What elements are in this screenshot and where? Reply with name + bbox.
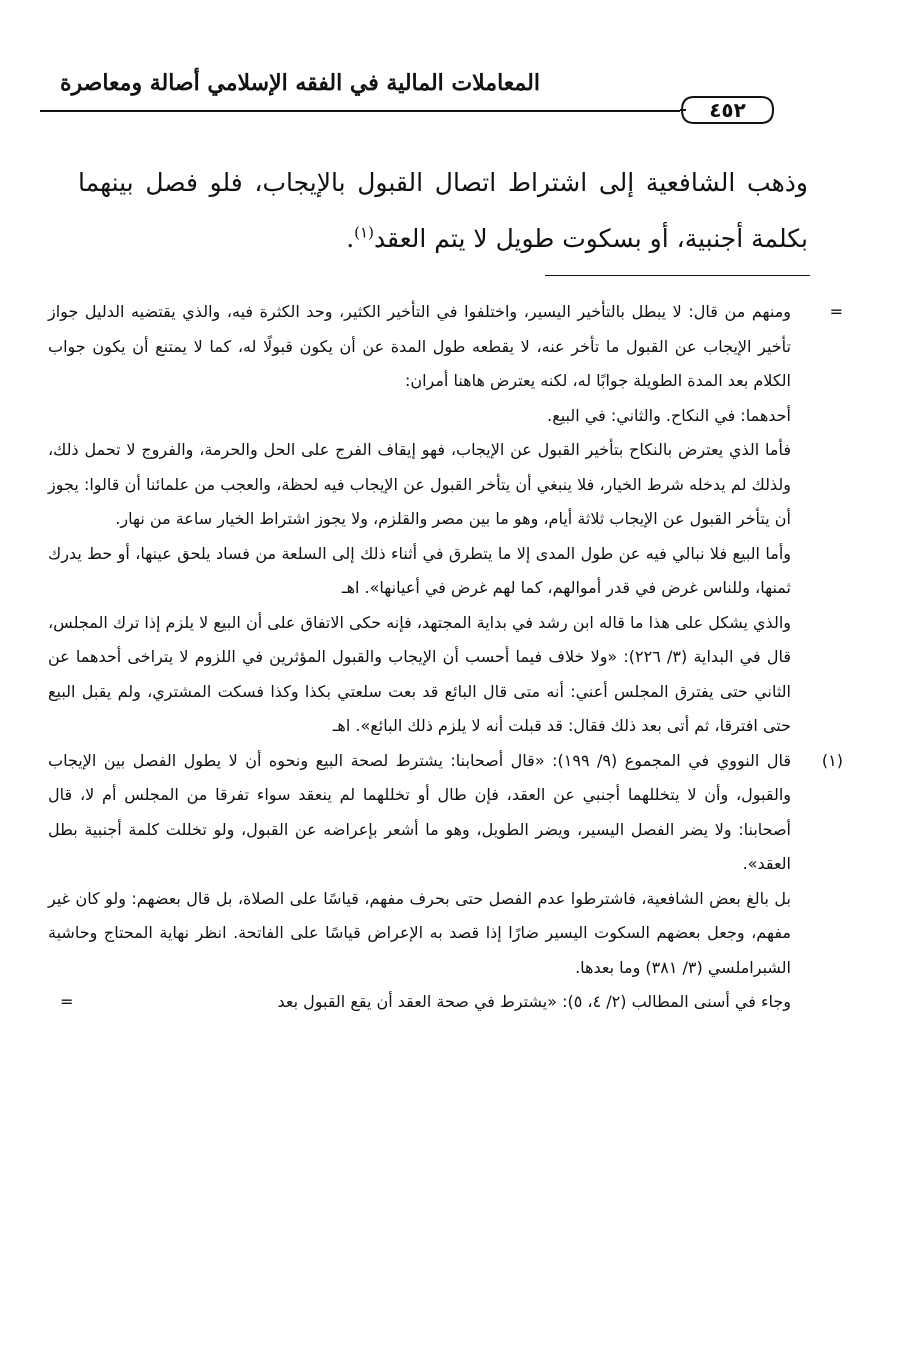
footnote-1-marker: (١) — [821, 750, 843, 770]
main-paragraph-text: وذهب الشافعية إلى اشتراط اتصال القبول بالإيجاب، فلو فصل بينهما بكلمة أجنبية، أو بسكوت طويل لا يتم العقد — [78, 168, 808, 253]
footnote-1 — [48, 744, 843, 882]
footnote-continued-paragraph — [48, 606, 843, 744]
running-title: المعاملات المالية في الفقه الإسلامي أصالة ومعاصرة — [60, 70, 540, 96]
main-end-punct: . — [346, 224, 355, 253]
footnote-text: والذي يشكل على هذا ما قاله ابن رشد في بداية المجتهد، فإنه حكى الاتفاق على أن البيع لا يلزم إذا ترك المجلس، قال في البداية (٣/ ٢٢٦): «ولا خلاف فيما أحسب أن الإيجاب والقبول المؤثرين في اللزوم لا يتراخى أحدهما عن الثاني حتى يفترق المجلس أعني: أنه متى قال البائع قد بعت سلعتي بكذا وكذا فسكت المشتري، ولم يقبل البيع حتى افترقا، ثم أتى بعد ذلك فقال: قد قبلت أنه لا يلزم ذلك البائع». اهـ — [48, 612, 791, 735]
continues-marker: = — [60, 992, 74, 1011]
footnote-continued-paragraph — [48, 433, 843, 537]
footnote-text: وأما البيع فلا نبالي فيه عن طول المدى إلا ما يتطرق في أثناء ذلك إلى السلعة من فساد يلحق عينها، أو حط يدرك ثمنها، وللناس غرض في قدر أموالهم، كما لهم غرض في أعيانها». اهـ — [48, 543, 791, 597]
footnotes — [48, 295, 843, 1020]
footnote-continued-paragraph — [48, 537, 843, 606]
footnote-continued-paragraph — [48, 399, 843, 434]
footnote-text: وجاء في أسنى المطالب (٢/ ٤، ٥): «يشترط في صحة العقد أن يقع القبول بعد — [277, 992, 791, 1011]
footnote-reference: (١) — [354, 223, 374, 242]
footnote-separator — [545, 275, 810, 276]
page-number-badge — [680, 95, 775, 125]
footnote-1-paragraph — [48, 882, 843, 986]
footnote-1-paragraph — [48, 985, 843, 1020]
footnote-text: قال النووي في المجموع (٩/ ١٩٩): «قال أصحابنا: يشترط لصحة البيع ونحوه أن لا يطول الفصل بين الإيجاب والقبول، وأن لا يتخللهما أجنبي عن العقد، فإن طال أو تخللهما لم ينعقد سواء تفرقا من المجلس أم لا، قال أصحابنا: ولا يضر الفصل اليسير، ويضر الطويل، وهو ما أشعر بإعراضه عن القبول، ولو تخللت كلمة أجنبية بطل العقد». — [48, 750, 792, 873]
continued-marker: = — [829, 302, 843, 321]
footnote-text: أحدهما: في النكاح. والثاني: في البيع. — [547, 405, 791, 425]
footnote-text: فأما الذي يعترض بالنكاح بتأخير القبول عن الإيجاب، فهو إيقاف الفرج على الحل والحرمة، والفروج لا تحمل ذلك، ولذلك لم يدخله شرط الخيار، فلا ينبغي أن يتأخر القبول عن الإيجاب فيه لحظة، والعجب من علمائنا أن قالوا: يجوز أن يتأخر القبول عن الإيجاب ثلاثة أيام، وهو ما بين مصر والقلزم، ولا يجوز اشتراط الخيار ساعة من نهار. — [48, 440, 791, 528]
page-number: ٤٥٢ — [709, 98, 746, 122]
main-paragraph — [78, 155, 808, 267]
main-text — [78, 155, 808, 267]
footnote-continued-paragraph — [48, 295, 843, 399]
footnote-text: ومنهم من قال: لا يبطل بالتأخير اليسير، واختلفوا في التأخير الكثير، وحد الكثرة فيه، والذي يقتضيه الدليل جواز تأخير الإيجاب عن القبول ما تأخر عنه، لا يقطعه طول المدة عن أن يكون قبولًا له، كما لا يمتنع أن يكون جواب الكلام بعد المدة الطويلة جوابًا له، لكنه يعترض هاهنا أمران: — [48, 302, 791, 390]
footnote-text: بل بالغ بعض الشافعية، فاشترطوا عدم الفصل حتى بحرف مفهم، قياسًا على الصلاة، بل قال بعضهم: ولو كان غير مفهم، وجعل بعضهم السكوت اليسير ضارًا إذا قصد به الإعراض قياسًا على الفاتحة. انظر نهاية المحتاج وحاشية الشبراملسي (٣/ ٣٨١) وما بعدها. — [48, 888, 791, 977]
header-rule — [40, 110, 680, 112]
